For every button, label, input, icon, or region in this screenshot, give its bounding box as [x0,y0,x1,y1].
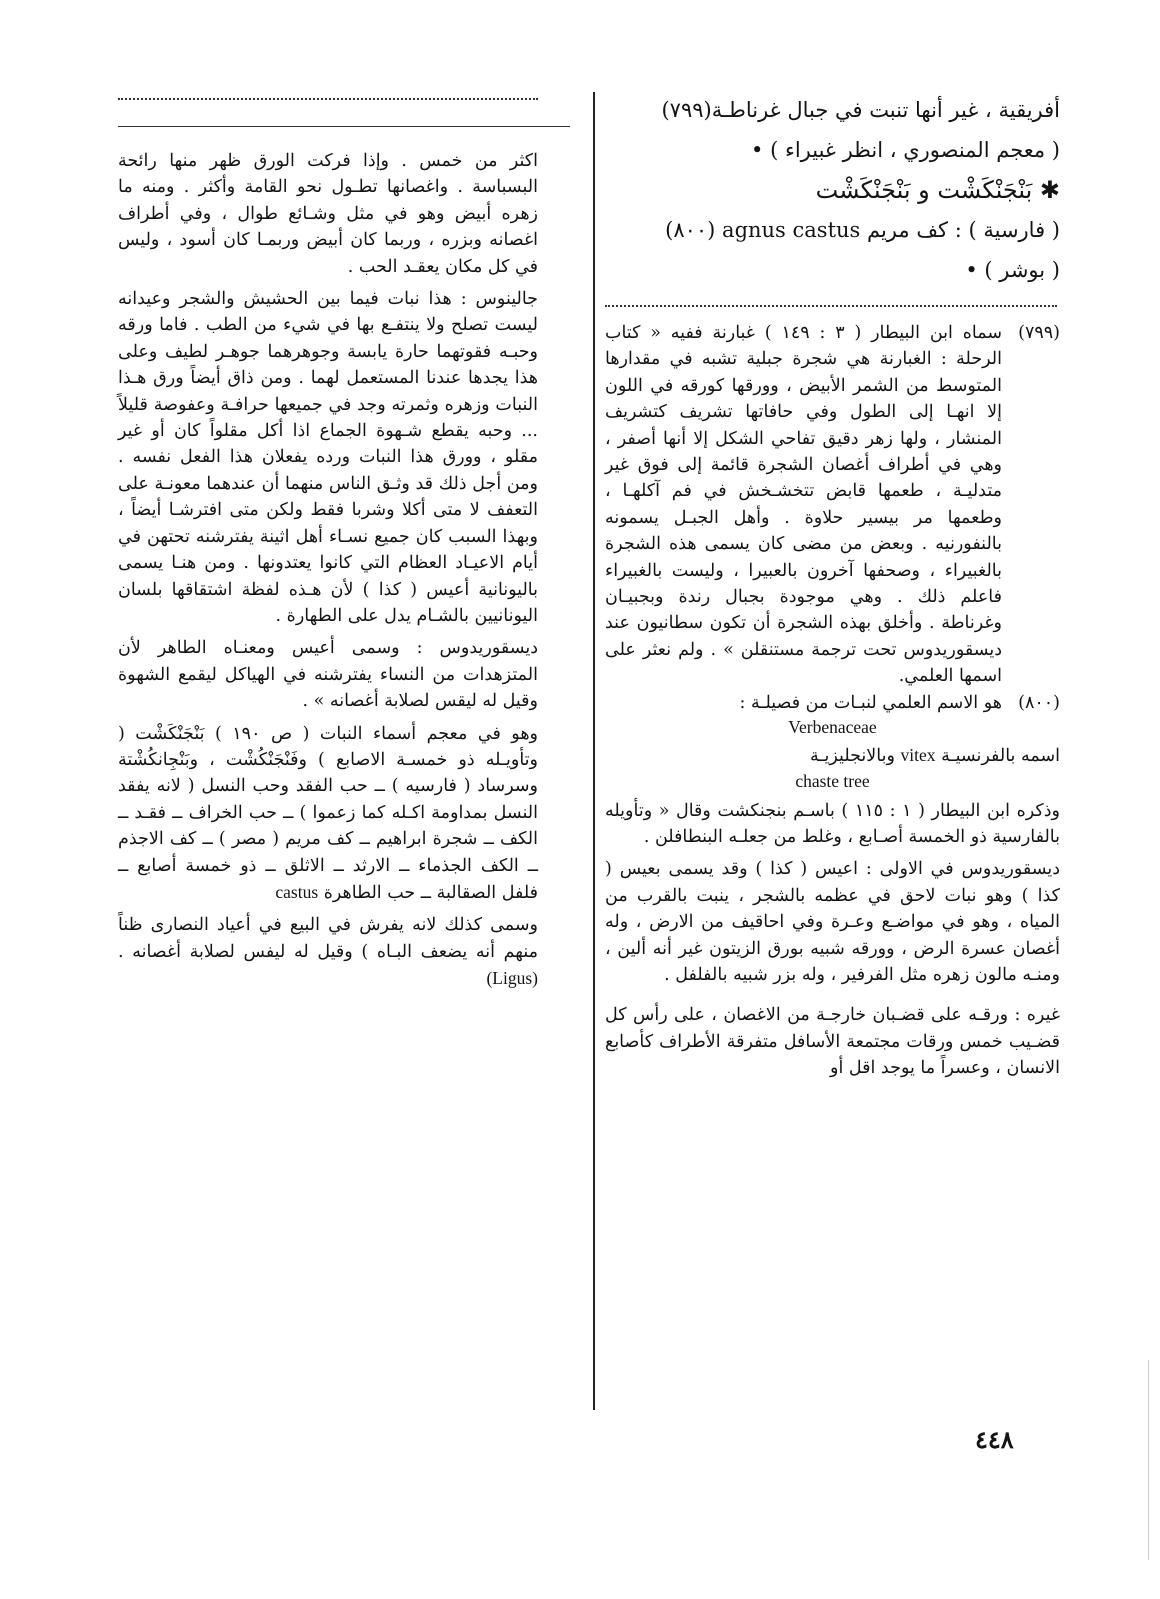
scan-edge-mark [1148,1360,1149,1560]
column-divider [593,92,595,1410]
main-line-1: أفريقية ، غير أنها تنبت في جبال غرناطـة(٧٩٩) [661,98,1060,122]
latin-french-name: vitex [900,745,936,766]
latin-english-name: chaste tree [795,770,870,791]
left-paragraph-1: اكثر من خمس . وإذا فركت الورق ظهر منها رائحة البسباسة . واغصانها تطـول نحو القامة وأكثر . ومنه ما زهره أبيض وهو في مثل وشـائع طوال ، وفي أطراف اغصانه وبزره ، وربما كان أبيض وربمـا كان أسود ، وليس في كل مكان يعقـد الحب . [118,151,538,277]
left-paragraph-5-text: وسمى كذلك لانه يفرش في البيع في أعياد النصارى ظناً منهم أنه يضعف البـاه ) وقيل له ليفس لصلابة أغصانه . [118,915,538,962]
left-paragraph-2: جالينوس : هذا نبات فيما بين الحشيش والشجر وعيدانه ليست تصلح ولا ينتفـع بها في شيء من الطب . فاما ورقه وحبـه فقوتهما حارة يابسة وجوهرهما جوهـر لطيف وعلى هذا يجدها عندنا المستعمل لهما . ومن ذاق أيضاً ورق هـذا النبات وزهره وثمرته وجد في جميعها حرافـة وعفوصة قليلاً ... وحبه يقطع شـهوة الجماع اذا أكل مقلواً كان أو غير مقلو ، وورق هذا النبات ورده يفعلان هذا الفعل نفسه . ومن أجل ذلك قد وثـق الناس منهما أن عندهما معونـة على التعفف لا متى أكلا وشربا فقط ولكن متى افترشـا أيضاً ، وبهذا السبب كان جميع نسـاء أهل اثينة يفترشنه تحتهن في أيام الاعيـاد العظام التي كانوا يعتدونها . ومن هنـا يسمى باليونانية أعيس ( كذا ) لأن هـذه لفظة اشتقاقها بلسان اليونانيين بالشـام يدل على الطهارة . [118,289,538,626]
latin-ligus: (Ligus) [486,968,538,989]
left-paragraph-5 [118,912,538,992]
names-arabic: اسمه بالفرنسيـة [941,746,1060,767]
names-arabic-2: وبالانجليزيـة [810,746,895,767]
footnote-800 [605,690,1060,716]
footnote-text: هو الاسم العلمي لنبـات من فصيلـة : [739,692,1002,713]
footnote-799 [605,320,1060,690]
left-column-rule [118,126,570,127]
page-number: ٤٤٨ [975,1425,1014,1454]
left-paragraph-4-text: وهو في معجم أسماء النبات ( ص ١٩٠ ) بَنْجَنْكَشْت ( وتأويـله ذو خمسـة الاصابع ) وفَنْجَنْكُشْت ، وبَنْجِانكُشْتة وسرساد ( فارسيه ) ــ حب الفقد وحب النسل ( لانه يفقد النسل بمداومة اكـله كما زعموا ) ــ حب الخراف ــ فقـد ــ الكف ــ شجرة ابراهيم ــ كف مريم ( مصر ) ــ كف الاجذم ــ الكف الجذماء ــ الارثد ــ الاثلق ــ ذو خمسة أصابع ــ فلفل الصقالبة ــ حب الطاهرة [118,723,539,903]
right-column [605,90,1060,1088]
footnote-text: سماه ابن البيطار ( ٣ : ١٤٩ ) غبارنة ففيه « كتاب الرحلة : الغبارنة هي شجرة جبلية تشبه في مقدارها المتوسط من الشمر الأبيض ، وورقها كورقه في اللون إلا انهـا إلى الطول وفي حافاتها تشريف كتشريف المنشار ، ولها زهر دقيق تفاحي الشكل إلا أنها أصفر ، وهي في أطراف أغصان الشجرة قائمة إلى فوق غير متدليـة ، طعمها قابض تتخشـخش في فم آكلهـا ، وطعمها مر بيسير حلاوة . وأهل الجبـل يسمونه بالنفورنيه . وبعض من مضى كان يسمى هذه الشجرة بالغبيراء ، وصحفها آخرون بالعبيرا ، وليست بالغبيراء فاعلم ذلك . وهي موجودة بجبال رندة وبجبيـان وغرناطة . وأخلق بهذه الشجرة أن تكون سطانيون عند ديسقوريدوس تحت ترجمة مستنقلن » . ولم نعثر على اسمها العلمي. [605,323,1002,687]
names-line [605,742,1060,769]
entry-heading: ✱ بَنْجَنْكَشْت و بَنْجَنْكَشْت [815,176,1060,204]
footnote-800-para-3: ديسقوريدوس في الاولى : اعيس ( كذا ) وقد يسمى بعيس ( كذا ) وهو نبات لاحق في عظمه بالشجر ، ينبت بالقرب من المياه ، وهو في مواضـع وعـرة وفي احاقيف من الارض ، وله أغصان عسرة الرض ، وورقه شبيه بورق الزيتون غير أنه ألين ، ومنـه مالون زهره مثل الفرفير ، وله بزر شبيه بالفلفل . [605,859,1060,985]
footnote-800-para-2: وذكره ابن البيطار ( ١ : ١١٥ ) باسـم بنجنكشت وقال « وتأويله بالفارسية ذو الخمسة أصـابع ، وغلط من جعلـه البنطافلن . [605,800,1060,847]
left-paragraph-3: ديسقوريدوس : وسمى أعيس ومعنـاه الطاهر لأن المتزهدات من النساء يفترشنه في الهياكل ليقمع الشهوة وقيل له ليقس لصلابة أغصانه » . [118,638,538,712]
latin-castus: castus [275,881,319,902]
footnote-number: (٨٠٠) [1018,692,1060,713]
latin-family-name: Verbenaceae [788,717,877,738]
footnote-800-para-4: غيره : ورقـه على قضـبان خارجـة من الاغصان ، على رأس كل قضـيب خمس ورقات مجتمعة الأسافل متفرقة الأطراف كأصابع الانسان ، وعسراً ما يوجد اقل أو [605,1005,1060,1079]
main-line-4: ( فارسية ) : كف مريم agnus castus (٨٠٠) [665,218,1060,242]
footnote-number: (٧٩٩) [1018,323,1060,343]
left-column [118,148,538,999]
left-paragraph-4 [118,721,538,907]
main-line-5: ( بوشر ) • [965,258,1060,282]
top-dotted-rule [118,98,538,100]
main-line-2: ( معجم المنصوري ، انظر غبيراء ) • [751,138,1060,162]
